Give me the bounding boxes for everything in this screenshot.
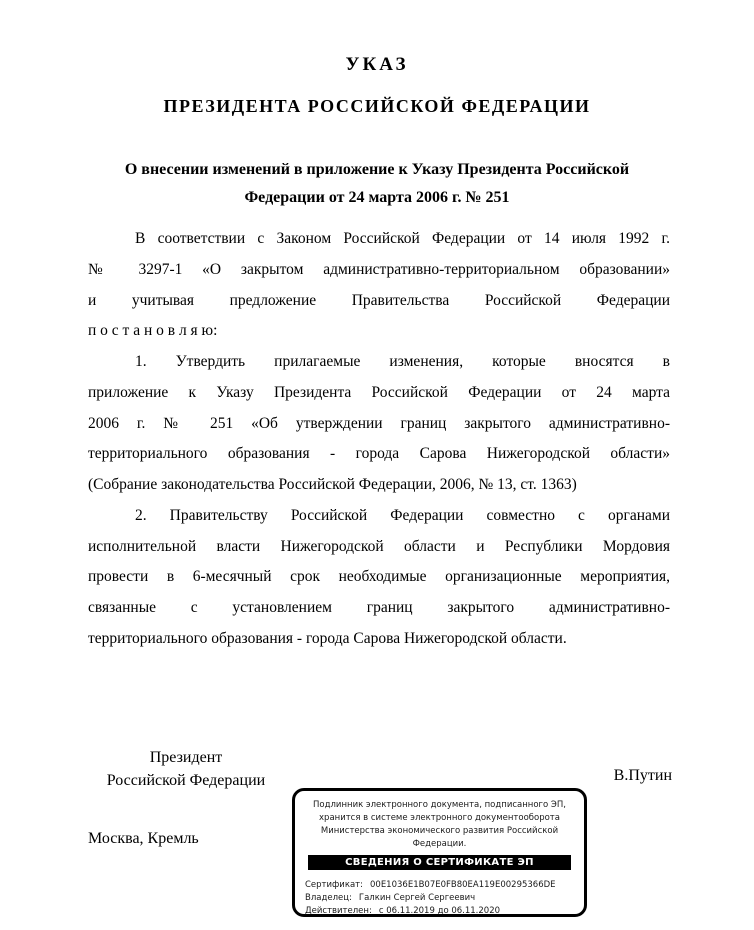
signature-title-line2: Российской Федерации <box>106 772 266 789</box>
stamp-certificate-row <box>305 879 576 892</box>
stamp-certificate-details <box>305 879 576 918</box>
validity-label: Действителен: <box>305 906 372 916</box>
body-line: 2006 г. № 251 «Об утверждении границ закрытого административно- <box>88 414 670 432</box>
signature-place: Москва, Кремль <box>88 830 199 847</box>
stamp-notice <box>295 799 584 851</box>
decree-subject-line2: Федерации от 24 марта 2006 г. № 251 <box>244 189 510 206</box>
body-line: и учитывая предложение Правительства Российской Федерации <box>88 291 670 309</box>
certificate-label: Сертификат: <box>305 880 363 890</box>
body-line: территориального образования - города Сарова Нижегородской области. <box>88 629 567 647</box>
validity-value: с 06.11.2019 до 06.11.2020 <box>378 906 501 916</box>
decree-subject-heading <box>40 156 714 212</box>
body-line: п о с т а н о в л я ю: <box>88 322 218 340</box>
stamp-notice-line3: Министерства экономического развития Российской Федерации. <box>320 826 559 849</box>
signature-name: В.Путин <box>613 767 672 784</box>
signature-title-line1: Президент <box>149 749 223 766</box>
decree-body <box>88 224 670 655</box>
decree-subject-line1: О внесении изменений в приложение к Указу Президента Российской <box>124 161 630 178</box>
body-line: 2. Правительству Российской Федерации совместно с органами <box>135 506 670 524</box>
body-line: 1. Утвердить прилагаемые изменения, которые вносятся в <box>135 353 670 370</box>
stamp-notice-line2: хранится в системе электронного документооборота <box>319 813 560 823</box>
body-line: связанные с установлением границ закрытого административно- <box>88 599 670 616</box>
owner-value: Галкин Сергей Сергеевич <box>358 893 476 903</box>
stamp-owner-row <box>305 892 576 905</box>
body-line: территориального образования - города Сарова Нижегородской области» <box>88 445 670 463</box>
body-line: (Собрание законодательства Российской Федерации, 2006, № 13, ст. 1363) <box>88 476 577 493</box>
body-line: В соответствии с Законом Российской Федерации от 14 июля 1992 г. <box>135 230 670 247</box>
signature-title-block <box>88 746 284 792</box>
owner-label: Владелец: <box>305 893 352 903</box>
document-type-title: УКАЗ <box>345 54 409 75</box>
body-line: приложение к Указу Президента Российской Федерации от 24 марта <box>88 383 670 401</box>
stamp-validity-row <box>305 905 576 918</box>
issuer-title: ПРЕЗИДЕНТА РОССИЙСКОЙ ФЕДЕРАЦИИ <box>163 96 591 116</box>
body-line: № 3297-1 «О закрытом административно-территориальном образовании» <box>88 260 670 278</box>
stamp-notice-line1: Подлинник электронного документа, подписанного ЭП, <box>313 800 566 810</box>
certificate-value: 00E1036E1B07E0FB80EA119E00295366DE <box>370 880 556 890</box>
esign-stamp <box>292 788 587 917</box>
body-line: провести в 6-месячный срок необходимые организационные мероприятия, <box>88 568 670 586</box>
stamp-bar-title: СВЕДЕНИЯ О СЕРТИФИКАТЕ ЭП <box>308 855 571 870</box>
body-line: исполнительной власти Нижегородской области и Республики Мордовия <box>88 537 670 555</box>
